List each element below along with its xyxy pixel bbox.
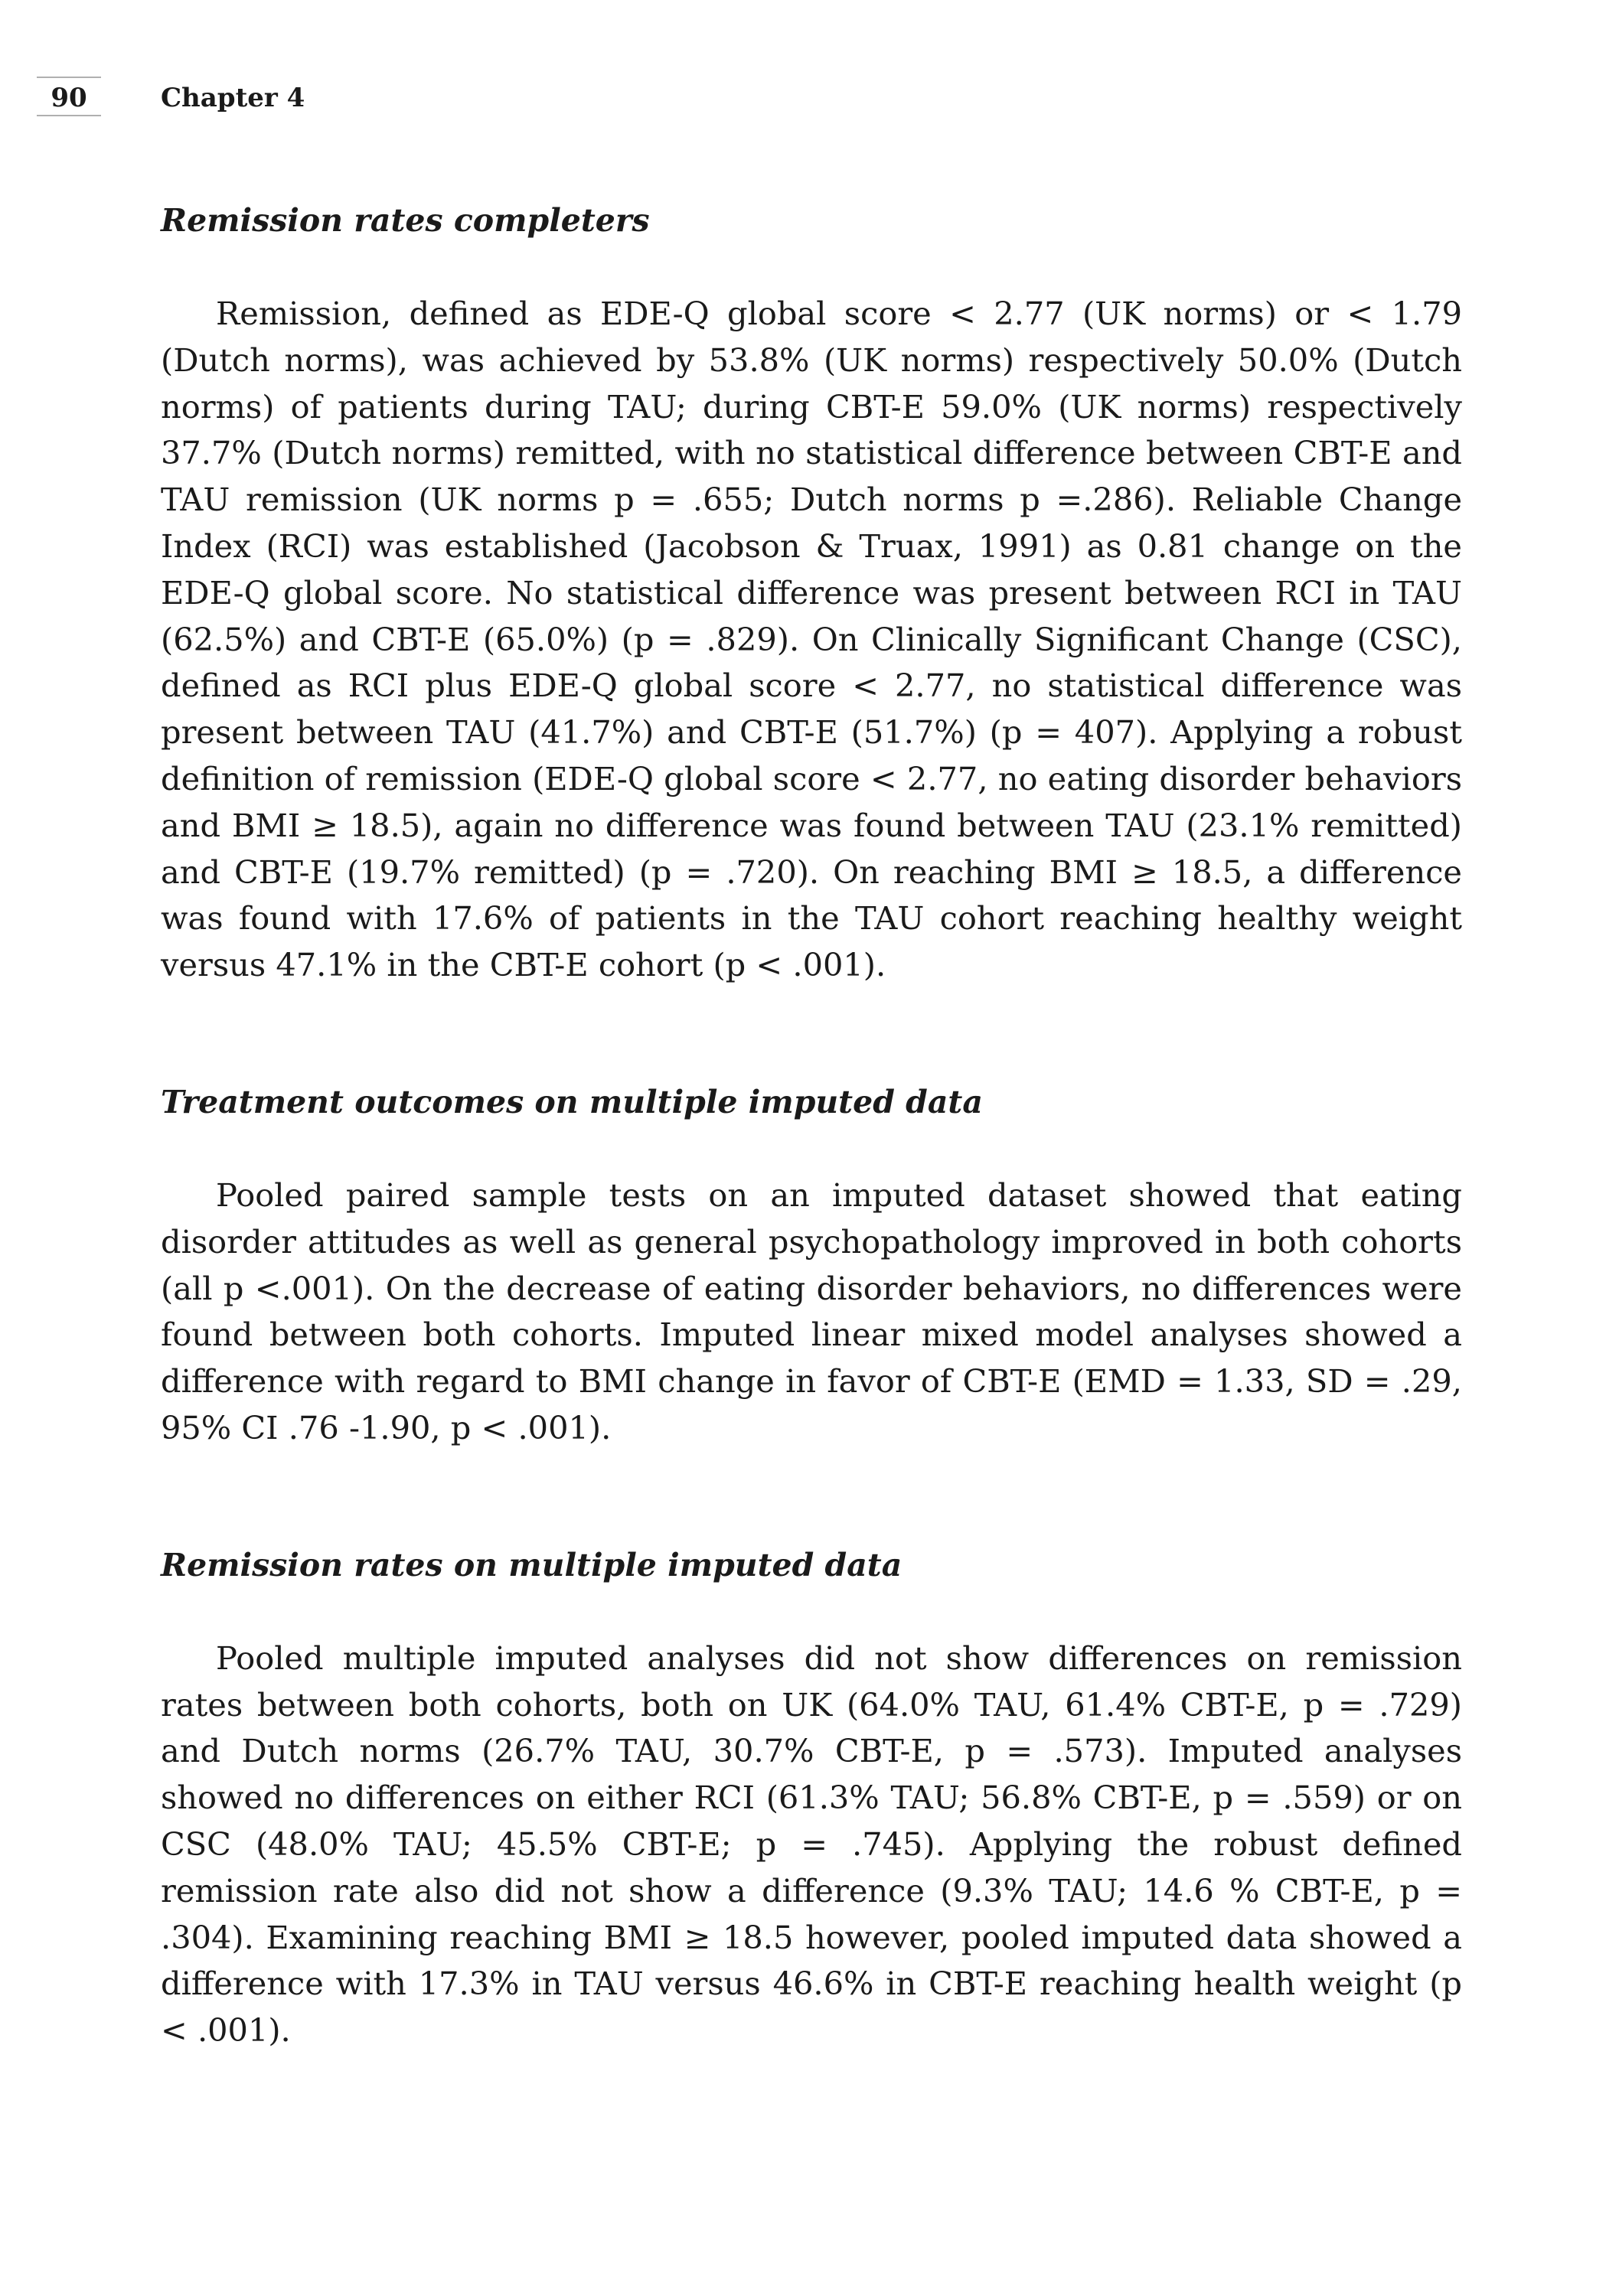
page-number-rule-bottom (37, 115, 101, 116)
page-number: 90 (51, 83, 87, 113)
running-head: Chapter 4 (161, 83, 305, 113)
section-heading-remission-imputed: Remission rates on multiple imputed data (161, 1546, 903, 1583)
section-heading-remission-completers: Remission rates completers (161, 202, 650, 239)
section-heading-treatment-outcomes-imputed: Treatment outcomes on multiple imputed data (161, 1083, 983, 1120)
page-number-rule-top (37, 77, 101, 78)
paragraph-treatment-outcomes-imputed: Pooled paired sample tests on an imputed dataset showed that eating disorder attitudes as well as general psychopathology improved in both cohorts (all p <.001). On the decrease of eating disorder behaviors, no differences were found between both cohorts. Imputed linear mixed model analyses showed a difference with regard to BMI change in favor of CBT-E (EMD = 1.33, SD = .29, 95% CI .76 -1.90, p < .001). (161, 1176, 1462, 1446)
paragraph-remission-imputed: Pooled multiple imputed analyses did not show differences on remission rates between both cohorts, both on UK (64.0% TAU, 61.4% CBT-E, p = .729) and Dutch norms (26.7% TAU, 30.7% CBT-E, p = .573). Imputed analyses showed no differences on either RCI (61.3% TAU; 56.8% CBT-E, p = .559) or on CSC (48.0% TAU; 45.5% CBT-E; p = .745). Applying the robust defined remission rate also did not show a difference (9.3% TAU; 14.6 % CBT-E, p = .304). Examining reaching BMI ≥ 18.5 however, pooled imputed data showed a difference with 17.3% in TAU versus 46.6% in CBT-E reaching health weight (p < .001). (161, 1639, 1462, 2050)
page-body (161, 197, 1462, 2054)
paragraph-remission-completers: Remission, defined as EDE-Q global score < 2.77 (UK norms) or < 1.79 (Dutch norms), was achieved by 53.8% (UK norms) respectively 50.0% (Dutch norms) of patients during TAU; during CBT-E 59.0% (UK norms) respectively 37.7% (Dutch norms) remitted, with no statistical difference between CBT-E and TAU remission (UK norms p = .655; Dutch norms p =.286). Reliable Change Index (RCI) was established (Jacobson & Truax, 1991) as 0.81 change on the EDE-Q global score. No statistical difference was present between RCI in TAU (62.5%) and CBT-E (65.0%) (p = .829). On Clinically Significant Change (CSC), defined as RCI plus EDE-Q global score < 2.77, no statistical difference was present between TAU (41.7%) and CBT-E (51.7%) (p = 407). Applying a robust definition of remission (EDE-Q global score < 2.77, no eating disorder behaviors and BMI ≥ 18.5), again no difference was found between TAU (23.1% remitted) and CBT-E (19.7% remitted) (p = .720). On reaching BMI ≥ 18.5, a difference was found with 17.6% of patients in the TAU cohort reaching healthy weight versus 47.1% in the CBT-E cohort (p < .001). (161, 295, 1462, 984)
